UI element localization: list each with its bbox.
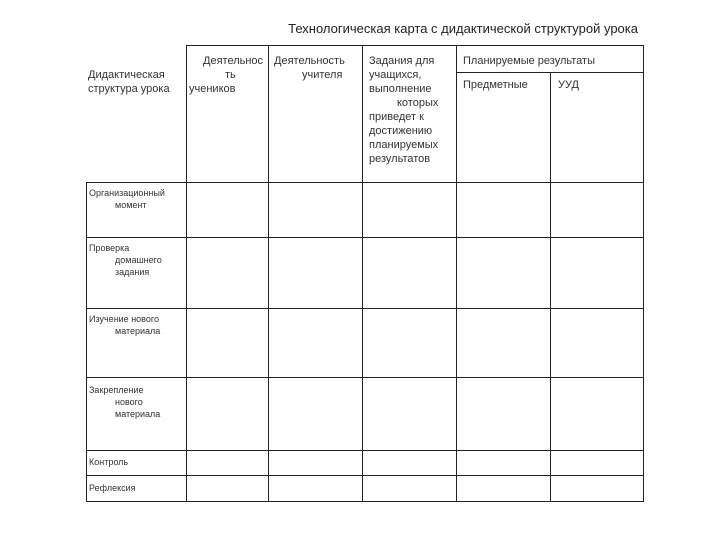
col-divider: [643, 45, 644, 502]
col-divider: [186, 45, 187, 502]
header-student-activity: Деятельнос ть учеников: [189, 55, 264, 95]
header-student-tasks: Задания для учащихся, выполнение которых приведет к достижению планируемых результатов: [369, 55, 439, 165]
col-divider: [456, 45, 457, 502]
col-divider: [268, 45, 269, 502]
table-border-top: [186, 45, 644, 46]
stage-label-homework-check: Проверка домашнего задания: [89, 243, 162, 277]
row-divider: [86, 377, 644, 378]
col-divider: [86, 182, 87, 502]
header-teacher-activity: Деятельность учителя: [274, 55, 345, 81]
row-divider: [86, 475, 644, 476]
header-planned-results: Планируемые результаты: [463, 55, 595, 67]
col-divider: [362, 45, 363, 502]
header-subject-results: Предметные: [463, 79, 528, 91]
stage-label-new-material: Изучение нового материала: [89, 314, 161, 336]
stage-label-reflection: Рефлексия: [89, 483, 136, 493]
header-row-bottom: [86, 182, 644, 183]
row-divider: [86, 237, 644, 238]
row-divider: [86, 450, 644, 451]
header-didactic-structure: Дидактическая структура урока: [88, 69, 170, 95]
table-border-bottom: [86, 501, 644, 502]
stage-label-control: Контроль: [89, 457, 129, 467]
stage-label-consolidation: Закрепление нового материала: [89, 385, 161, 419]
page-title: Технологическая карта с дидактической структурой урока: [288, 21, 638, 36]
row-divider: [86, 308, 644, 309]
header-uud: УУД: [558, 79, 579, 91]
col-divider: [550, 72, 551, 502]
stage-label-org-moment: Организационный момент: [89, 188, 165, 210]
